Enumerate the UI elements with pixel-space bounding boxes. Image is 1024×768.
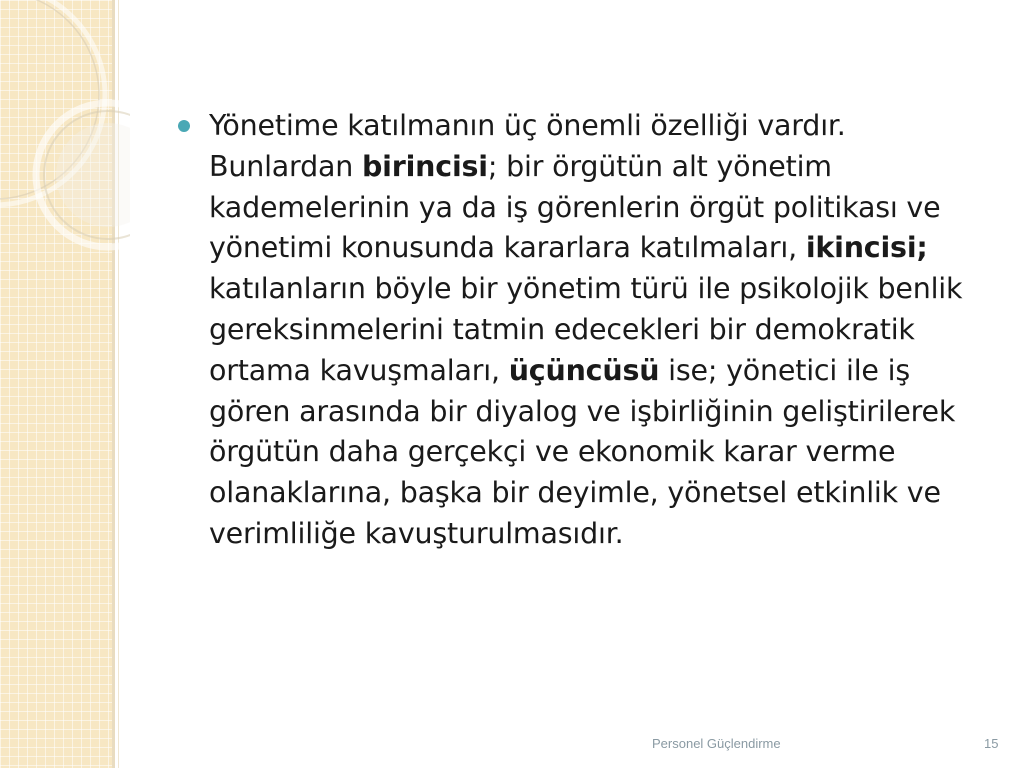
bullet-bold-segment: ikincisi; [805,231,928,265]
bullet-text [209,109,962,550]
decorative-rings-icon [0,0,130,260]
bullet-text-segment: ; bir örgütün alt yönetim kademelerinin ya da iş görenlerin örgüt politikası ve yönetimi konusunda kararlara katılmaları, [209,149,941,265]
page-number: 15 [984,736,999,751]
bullet-text-segment: ise; yönetici ile iş gören arasında bir diyalog ve işbirliğinin geliştirilerek örgütün daha gerçekçi ve ekonomik karar verme olanaklarına, başka bir deyimle, yönetsel etkinlik ve verimliliğe kavuşturulmasıdır. [209,353,956,550]
bullet-bold-segment: üçüncüsü [508,353,660,387]
bullet-bold-segment: birincisi [361,149,488,183]
bullet-dot-icon [178,120,190,132]
bullet-text-segment: katılanların böyle bir yönetim türü ile psikolojik benlik gereksinmelerini tatmin edecekleri bir demokratik ortama kavuşmaları, [209,272,963,387]
slide-content [178,106,978,555]
footer-title: Personel Güçlendirme [652,736,781,751]
bullet-list-item [178,106,978,555]
bullet-text-segment: Yönetime katılmanın üç önemli özelliği vardır. Bunlardan [209,109,846,183]
